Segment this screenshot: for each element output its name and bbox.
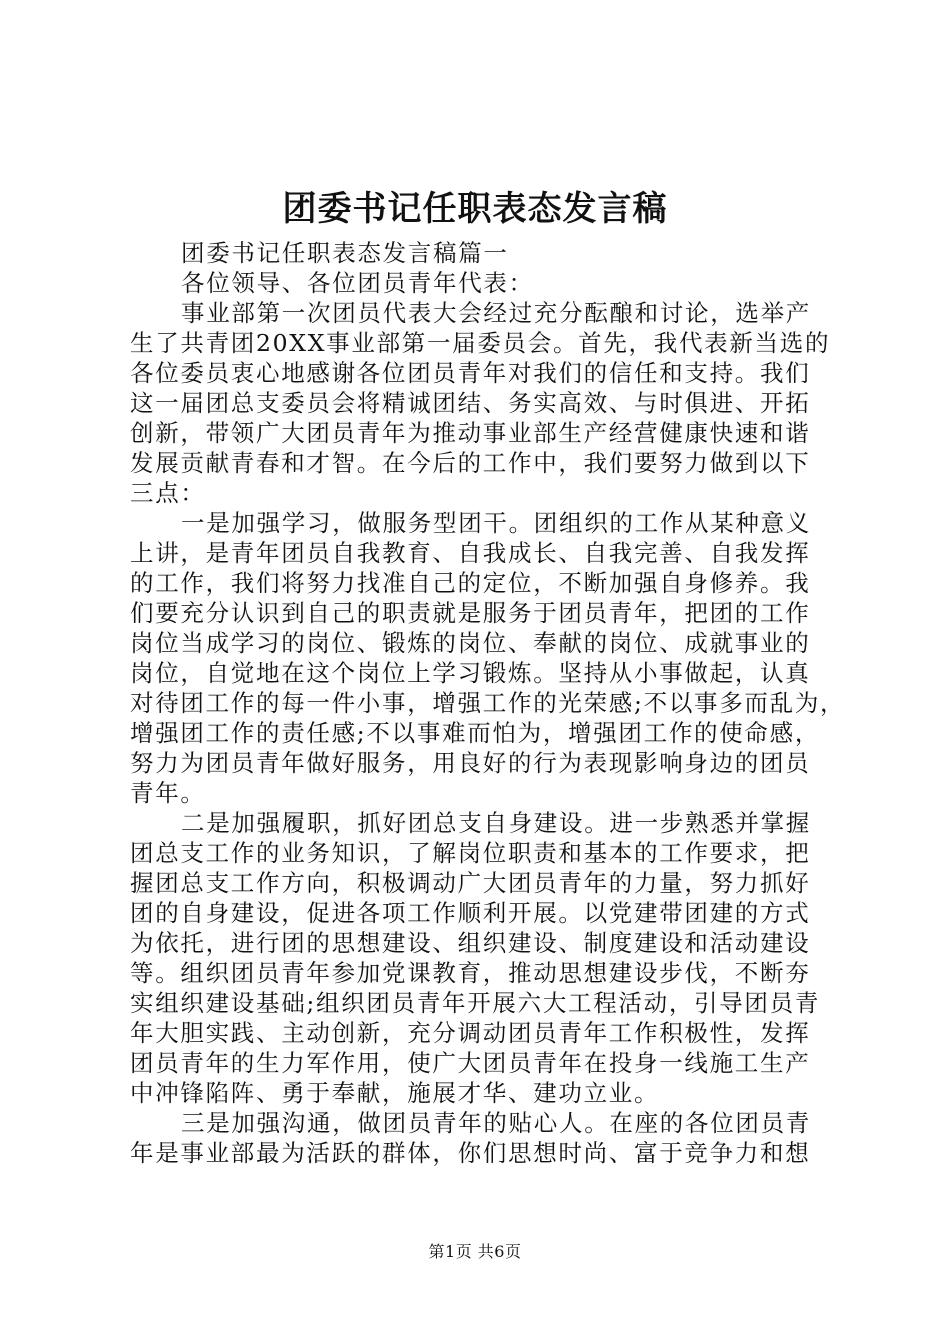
- text-line: 中冲锋陷阵、勇于奉献，施展才华、建功立业。: [130, 1079, 660, 1107]
- text-line: 上讲，是青年团员自我教育、自我成长、自我完善、自我发挥: [130, 539, 811, 567]
- text-line: 这一届团总支委员会将精诚团结、务实高效、与时俱进、开拓: [130, 389, 811, 417]
- paragraph: [130, 268, 830, 298]
- text-line: 握团总支工作方向，积极调动广大团员青年的力量，努力抓好: [130, 869, 811, 897]
- paragraph: [130, 508, 846, 808]
- paragraph: [130, 298, 830, 508]
- text-line: 实组织建设基础;组织团员青年开展六大工程活动，引导团员青: [130, 989, 821, 1017]
- document-body: [130, 238, 846, 1168]
- text-line: 团总支工作的业务知识，了解岗位职责和基本的工作要求，把: [130, 839, 811, 867]
- text-line: 团的自身建设，促进各项工作顺利开展。以党建带团建的方式: [130, 899, 811, 927]
- text-line: 年是事业部最为活跃的群体，你们思想时尚、富于竞争力和想: [130, 1139, 811, 1167]
- text-line: 团员青年的生力军作用，使广大团员青年在投身一线施工生产: [130, 1049, 811, 1077]
- page-footer: 第1页 共6页: [428, 1242, 522, 1261]
- text-line: 岗位当成学习的岗位、锻炼的岗位、奉献的岗位、成就事业的: [130, 629, 811, 657]
- text-line: 各位委员衷心地感谢各位团员青年对我们的信任和支持。我们: [130, 359, 811, 387]
- text-line: 事业部第一次团员代表大会经过充分酝酿和讨论，选举产: [181, 299, 811, 327]
- text-line: 创新，带领广大团员青年为推动事业部生产经营健康快速和谐: [130, 419, 811, 447]
- paragraph: [130, 238, 830, 268]
- text-line: 三点：: [130, 479, 206, 507]
- paragraph: [130, 808, 830, 1108]
- text-line: 们要充分认识到自己的职责就是服务于团员青年，把团的工作: [130, 599, 811, 627]
- text-line: 各位领导、各位团员青年代表：: [181, 269, 534, 297]
- text-line: 增强团工作的责任感;不以事难而怕为，增强团工作的使命感，: [130, 719, 821, 747]
- text-line: 团委书记任职表态发言稿篇一: [181, 239, 509, 267]
- text-line: 为依托，进行团的思想建设、组织建设、制度建设和活动建设: [130, 929, 811, 957]
- text-line: 青年。: [130, 779, 206, 807]
- document-title: 团委书记任职表态发言稿: [282, 189, 668, 229]
- text-line: 岗位，自觉地在这个岗位上学习锻炼。坚持从小事做起，认真: [130, 659, 811, 687]
- paragraph: [130, 1108, 830, 1168]
- text-line: 对待团工作的每一件小事，增强工作的光荣感;不以事多而乱为，: [130, 689, 846, 717]
- text-line: 三是加强沟通，做团员青年的贴心人。在座的各位团员青: [181, 1109, 811, 1137]
- text-line: 努力为团员青年做好服务，用良好的行为表现影响身边的团员: [130, 749, 811, 777]
- text-line: 二是加强履职，抓好团总支自身建设。进一步熟悉并掌握: [181, 809, 811, 837]
- text-line: 发展贡献青春和才智。在今后的工作中，我们要努力做到以下: [130, 449, 811, 477]
- text-line: 一是加强学习，做服务型团干。团组织的工作从某种意义: [181, 509, 811, 537]
- text-line: 的工作，我们将努力找准自己的定位，不断加强自身修养。我: [130, 569, 811, 597]
- text-line: 生了共青团20XX事业部第一届委员会。首先，我代表新当选的: [130, 329, 831, 357]
- text-line: 年大胆实践、主动创新，充分调动团员青年工作积极性，发挥: [130, 1019, 811, 1047]
- text-line: 等。组织团员青年参加党课教育，推动思想建设步伐，不断夯: [130, 959, 811, 987]
